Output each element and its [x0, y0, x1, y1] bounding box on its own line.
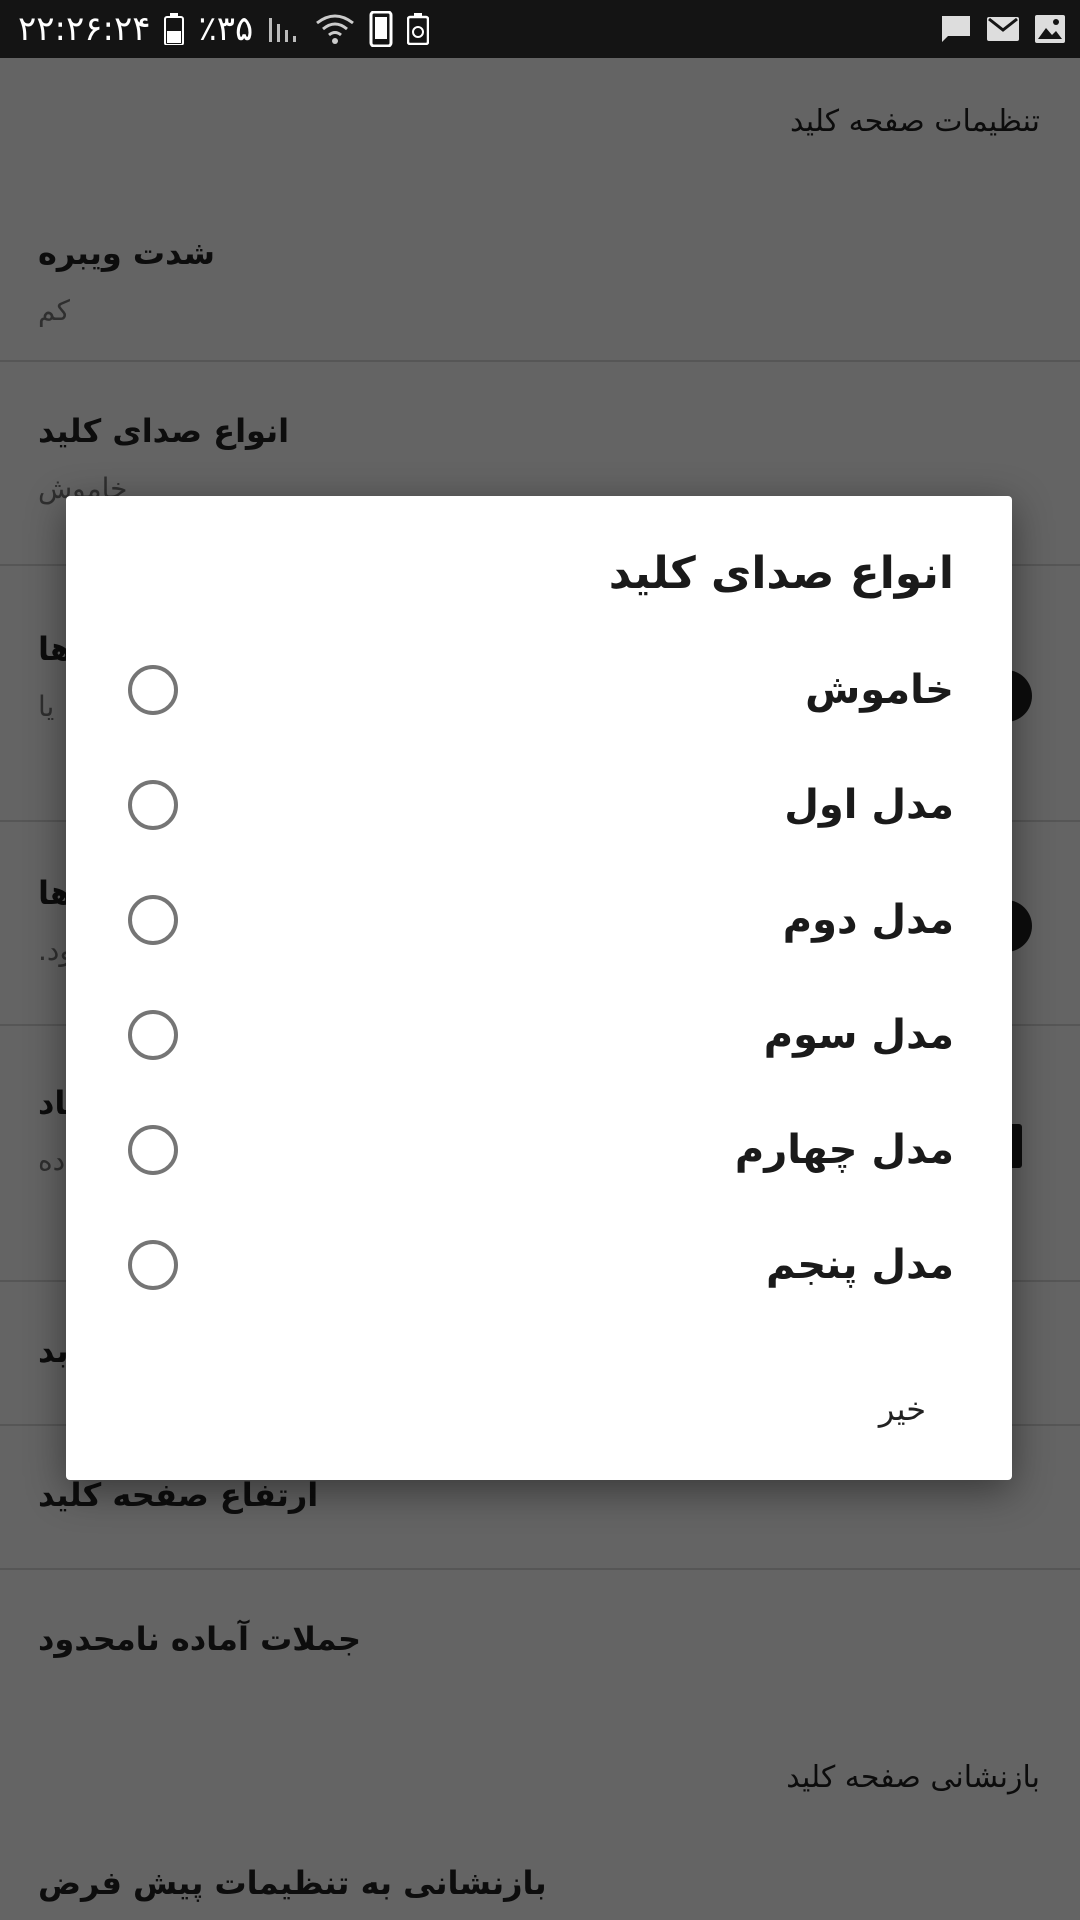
status-time: ۲۲:۲۶:۲۴ [18, 9, 151, 49]
key-sound-dialog [66, 496, 1012, 1480]
option-label: مدل اول [784, 781, 954, 828]
signal-icon [267, 14, 301, 44]
dialog-title: انواع صدای کلید [608, 548, 954, 599]
image-icon [1034, 14, 1066, 44]
option-label: مدل پنجم [765, 1241, 954, 1288]
radio-button[interactable] [128, 780, 178, 830]
option-model-1[interactable] [66, 747, 1012, 862]
phone-icon [369, 11, 393, 47]
option-label: مدل دوم [782, 896, 954, 943]
radio-button[interactable] [128, 665, 178, 715]
radio-button[interactable] [128, 1010, 178, 1060]
option-label: مدل چهارم [734, 1126, 954, 1173]
option-model-2[interactable] [66, 862, 1012, 977]
battery-icon [164, 13, 184, 45]
radio-button[interactable] [128, 895, 178, 945]
email-icon [986, 15, 1020, 43]
status-left [18, 0, 429, 58]
cancel-button[interactable]: خیر [867, 1382, 938, 1436]
option-model-4[interactable] [66, 1092, 1012, 1207]
wifi-icon [315, 13, 355, 45]
option-label: مدل سوم [763, 1011, 954, 1058]
battery-percent: ٪۳۵ [198, 9, 254, 49]
status-right [940, 0, 1066, 58]
options-list [66, 632, 1012, 1322]
recycle-icon [407, 13, 429, 45]
option-model-3[interactable] [66, 977, 1012, 1092]
option-label: خاموش [805, 666, 954, 713]
option-model-5[interactable] [66, 1207, 1012, 1322]
message-icon [940, 14, 972, 44]
radio-button[interactable] [128, 1240, 178, 1290]
radio-button[interactable] [128, 1125, 178, 1175]
option-off[interactable] [66, 632, 1012, 747]
status-bar [0, 0, 1080, 58]
